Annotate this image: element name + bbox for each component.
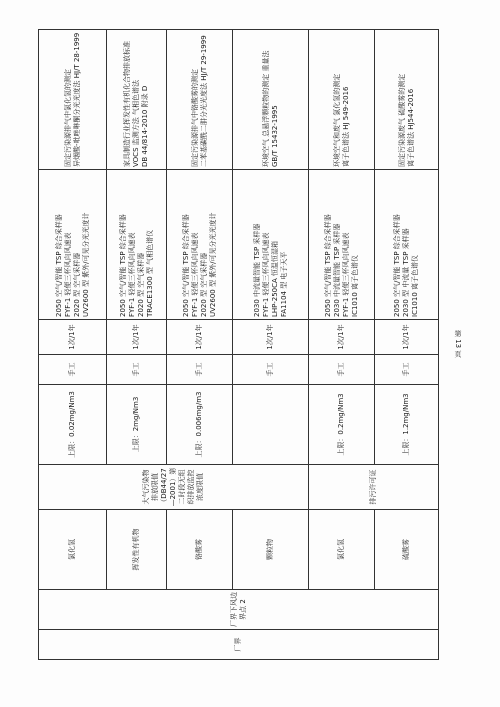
equipment-cell: 2030 中流量智能 TSP 采样器 FYF-1 轻便三杯风向风速表 LHP-250CA 恒温恒湿箱 FA1104 型 电子天平 <box>233 170 309 320</box>
equipment-cell: 2050 空气/智能 TSP 综合采样器 FYF-1 轻便三杯风向风速表 2020 型 空气采样器 TRACE1300 型 气相色谱仪 <box>107 170 167 320</box>
limit-cell: 上限：2mg/Nm3 <box>107 385 167 465</box>
freq-cell: 1次/1年 <box>309 320 375 355</box>
equipment-cell: 2050 空气/智能 TSP 综合采样器 2030 型 中流量 TSP 采样器 IC1010 离子色谱仪 <box>375 170 439 320</box>
analysis-cell: 固定污染源排气中铬酸雾的测定 二苯基碳酰二肼分光光度法 HJ/T 29-1999 <box>167 30 233 170</box>
pollutant-cell: 颗粒物 <box>233 510 309 590</box>
table-row <box>309 30 375 660</box>
rotated-table-wrapper <box>38 30 438 660</box>
point-cell: 厂界下风边界点 2 <box>39 590 439 630</box>
table-row <box>39 30 107 660</box>
analysis-cell: 家具制造行业挥发性有机化合物排放标准 VOCS 监测方法 气相色谱法 DB 44/814-2010 附录 D <box>107 30 167 170</box>
pollutant-cell: 挥发性有机物 <box>107 510 167 590</box>
table-row <box>375 30 439 660</box>
equipment-cell: 2050 空气/智能 TSP 综合采样器 FYF-1 轻便三杯风向风速表 2020 型 空气采样器 UV2600 型 紫外/可见分光光度计 <box>167 170 233 320</box>
method-cell: 手工 <box>233 355 309 385</box>
table-row <box>107 30 167 660</box>
method-cell: 手工 <box>39 355 107 385</box>
analysis-cell: 环境空气 总悬浮颗粒物的测定 重量法 GB/T 15432-1995 <box>233 30 309 170</box>
page-number: 第 13 页 <box>454 330 462 358</box>
standard-cell: 大气污染物排放限值（DB44/27—2001）第二时段无组织排放监控浓度限值 <box>39 465 309 510</box>
method-cell: 手工 <box>167 355 233 385</box>
freq-cell: 1次/1年 <box>375 320 439 355</box>
method-cell: 手工 <box>107 355 167 385</box>
analysis-cell: 环境空气和废气 氯化氢的测定 离子色谱法 HJ 549-2016 <box>309 30 375 170</box>
limit-cell: 上限：0.02mg/Nm3 <box>39 385 107 465</box>
analysis-cell: 固定污染源排气中氯化氢的测定 异烟酸-吡唑啉酮分光光度法 HJ/T 28-1999 <box>39 30 107 170</box>
limit-cell: 上限：0.006mg/m3 <box>167 385 233 465</box>
method-cell: 手工 <box>375 355 439 385</box>
table-row <box>167 30 233 660</box>
standard-cell: 排污许可证 <box>309 465 439 510</box>
freq-cell: 1次/1年 <box>39 320 107 355</box>
limit-cell: 上限：1.2mg/Nm3 <box>375 385 439 465</box>
limit-cell <box>233 385 309 465</box>
method-cell: 手工 <box>309 355 375 385</box>
pollutant-cell: 氯化氢 <box>39 510 107 590</box>
limit-cell: 上限：0.2mg/Nm3 <box>309 385 375 465</box>
equipment-cell: 2050 空气/智能 TSP 综合采样器 2030 中流量智能 TSP 采样器 FYF-1 轻便三杯风向风速表 IC1010 离子色谱仪 <box>309 170 375 320</box>
pollutant-cell: 铬酸雾 <box>167 510 233 590</box>
freq-cell: 1次/1年 <box>107 320 167 355</box>
pollutant-cell: 硫酸雾 <box>375 510 439 590</box>
freq-cell: 1次/1年 <box>167 320 233 355</box>
monitoring-table <box>38 29 439 660</box>
zone-cell: 厂界 <box>39 630 439 660</box>
table-row <box>233 30 309 660</box>
freq-cell: 1次/1年 <box>233 320 309 355</box>
equipment-cell: 2050 空气/智能 TSP 综合采样器 FYF-1 轻便三杯风向风速表 2020 型 空气采样器 UV2600 型 紫外/可见分光光度计 <box>39 170 107 320</box>
pollutant-cell: 氯化氢 <box>309 510 375 590</box>
analysis-cell: 固定污染源废气 硫酸雾的测定 离子色谱法 HJ544-2016 <box>375 30 439 170</box>
